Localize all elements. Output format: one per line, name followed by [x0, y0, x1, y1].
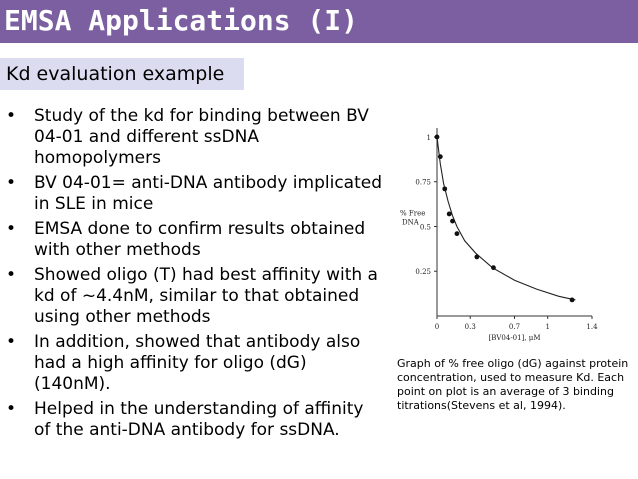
bullet-symbol: • — [6, 332, 17, 352]
y-axis-label: % Free — [400, 209, 426, 218]
bullet-list — [4, 106, 382, 445]
x-tick-label: 1.4 — [586, 323, 598, 331]
bullet-item — [4, 265, 382, 328]
x-tick-label: 0.7 — [508, 323, 521, 331]
binding-curve-chart — [396, 120, 618, 350]
bullet-item — [4, 399, 382, 441]
y-tick-label: 1 — [426, 133, 431, 142]
data-point — [438, 154, 443, 159]
bullet-item — [4, 106, 382, 169]
data-point — [570, 297, 575, 302]
x-axis-label: [BV04-01], μM — [488, 334, 541, 342]
bullet-symbol: • — [6, 106, 17, 126]
x-tick-label: 0.3 — [464, 323, 476, 331]
bullet-symbol: • — [6, 265, 17, 285]
bullet-text: EMSA done to confirm results obtained with other methods — [34, 219, 366, 260]
bullet-text: BV 04-01= anti-DNA antibody implicated in SLE in mice — [34, 173, 383, 214]
data-point — [474, 255, 479, 260]
x-tick-label: 0 — [434, 323, 440, 331]
x-tick-label: 1 — [545, 323, 550, 331]
data-point — [450, 219, 455, 224]
bullet-symbol: • — [6, 173, 17, 193]
fit-curve-line — [437, 137, 575, 300]
bullet-item — [4, 219, 382, 261]
bullet-item — [4, 332, 382, 395]
slide-subtitle: Kd evaluation example — [6, 63, 225, 85]
bullet-text: Showed oligo (T) had best affinity with a kd of ~4.4nM, similar to that obtained using other methods — [34, 265, 378, 327]
subtitle-box — [0, 58, 244, 90]
bullet-symbol: • — [6, 399, 17, 419]
y-axis-label: DNA — [402, 218, 419, 227]
bullet-symbol: • — [6, 219, 17, 239]
data-point — [491, 265, 496, 270]
bullet-text: In addition, showed that antibody also had a high affinity for oligo (dG) (140nM). — [34, 332, 361, 394]
bullet-text: Helped in the understanding of affinity of the anti-DNA antibody for ssDNA. — [34, 399, 364, 440]
y-tick-label: 0.75 — [415, 178, 431, 187]
data-point — [435, 135, 440, 140]
y-tick-label: 0.25 — [415, 268, 431, 277]
y-tick-label: 0.5 — [419, 223, 431, 232]
title-bar — [0, 0, 638, 43]
bullet-text: Study of the kd for binding between BV 04-01 and different ssDNA homopolymers — [34, 106, 369, 168]
data-point — [455, 231, 460, 236]
data-point — [442, 186, 447, 191]
figure-caption: Graph of % free oligo (dG) against protein concentration, used to measure Kd. Each point on plot is an average of 3 binding titrations(Stevens et al, 1994). — [397, 357, 629, 412]
bullet-item — [4, 173, 382, 215]
chart-figure — [396, 120, 618, 350]
slide-title: EMSA Applications (I) — [4, 4, 359, 37]
data-point — [447, 212, 452, 217]
